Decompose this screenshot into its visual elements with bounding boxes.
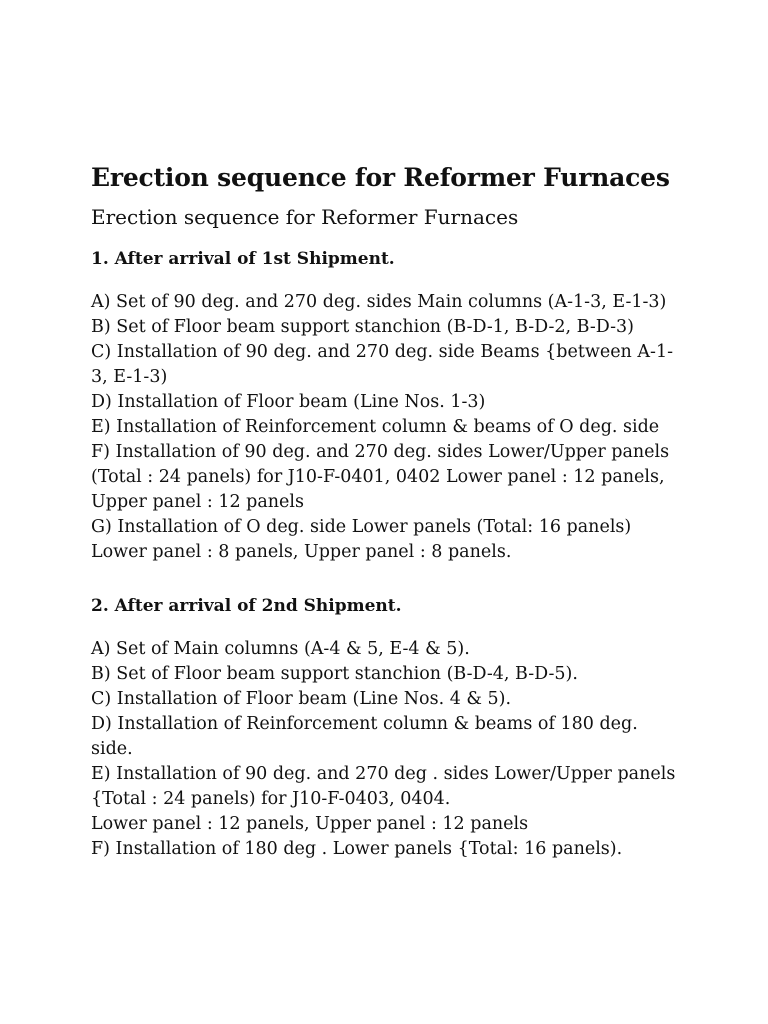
step-item: A) Set of Main columns (A-4 & 5, E-4 & 5). (91, 639, 470, 659)
document-subtitle: Erection sequence for Reformer Furnaces (91, 205, 519, 229)
step-item: Lower panel : 12 panels, Upper panel : 12 panels (91, 814, 529, 834)
step-item: F) Installation of 180 deg . Lower panels {Total: 16 panels). (91, 839, 623, 859)
step-item: C) Installation of 90 deg. and 270 deg. side Beams {between A-1-3, E-1-3) (91, 342, 673, 387)
step-item: B) Set of Floor beam support stanchion (B-D-4, B-D-5). (91, 664, 578, 684)
step-item: B) Set of Floor beam support stanchion (B-D-1, B-D-2, B-D-3) (91, 317, 634, 337)
step-item: E) Installation of Reinforcement column & beams of O deg. side (91, 417, 660, 437)
document-page (91, 158, 676, 890)
step-item: E) Installation of 90 deg. and 270 deg . sides Lower/Upper panels {Total : 24 panels) for J10-F-0403, 0404. (91, 764, 676, 809)
step-item: C) Installation of Floor beam (Line Nos. 4 & 5). (91, 689, 512, 709)
step-list (91, 290, 676, 565)
step-list (91, 637, 676, 862)
step-item: D) Installation of Reinforcement column & beams of 180 deg. side. (91, 714, 638, 759)
step-item: G) Installation of O deg. side Lower panels (Total: 16 panels) Lower panel : 8 panels, Upper panel : 8 panels. (91, 517, 632, 562)
section-2nd-shipment (91, 593, 676, 862)
step-item: D) Installation of Floor beam (Line Nos. 1-3) (91, 392, 486, 412)
step-item: A) Set of 90 deg. and 270 deg. sides Main columns (A-1-3, E-1-3) (91, 292, 667, 312)
section-heading: 1. After arrival of 1st Shipment. (91, 249, 395, 269)
document-title: Erection sequence for Reformer Furnaces (91, 163, 670, 192)
section-heading: 2. After arrival of 2nd Shipment. (91, 596, 402, 616)
step-item: F) Installation of 90 deg. and 270 deg. sides Lower/Upper panels (Total : 24 panels) for J10-F-0401, 0402 Lower panel : 12 panels, Upper panel : 12 panels (91, 442, 670, 512)
section-1st-shipment (91, 246, 676, 565)
